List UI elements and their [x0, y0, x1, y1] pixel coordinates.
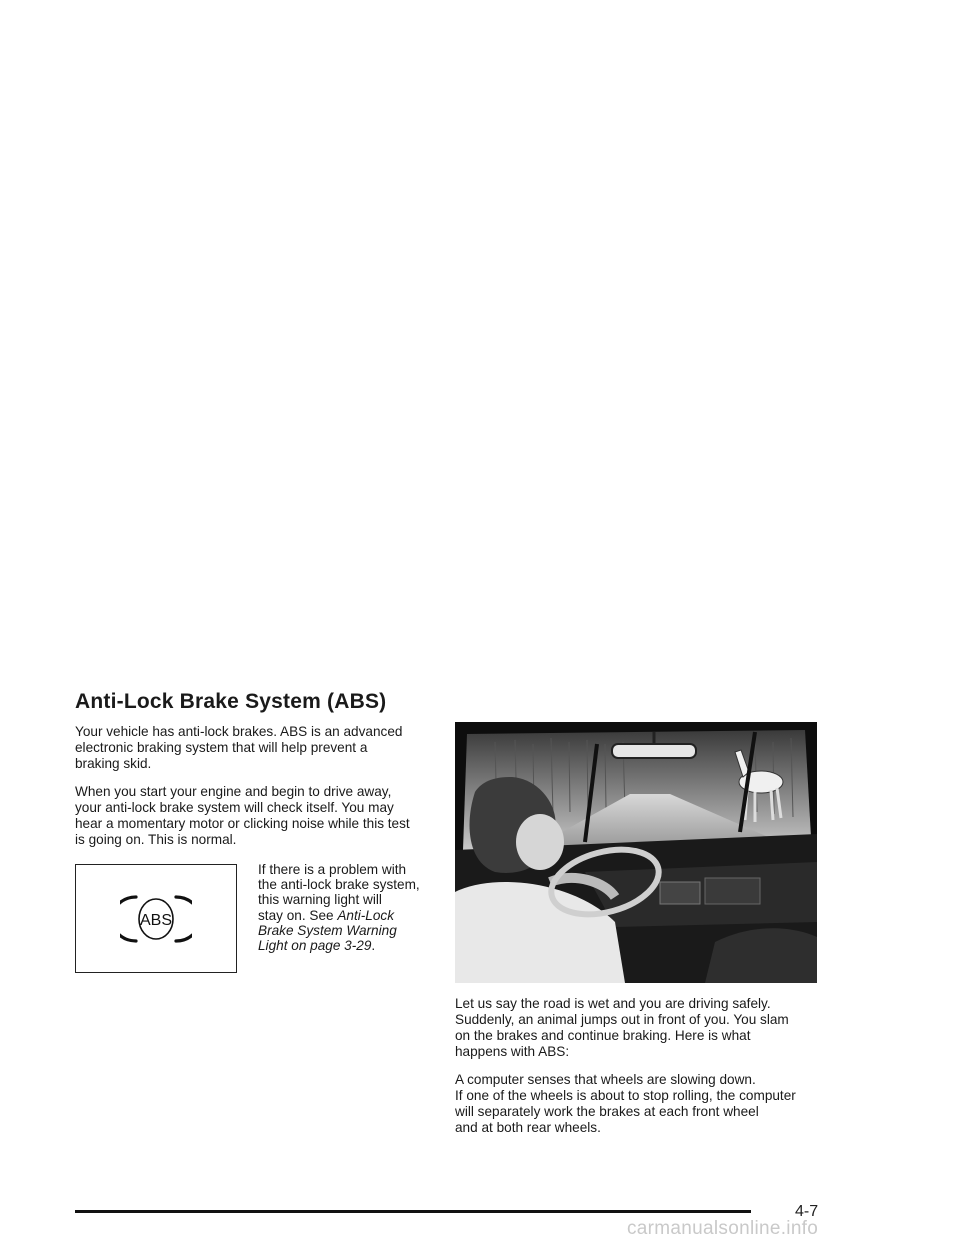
right-column	[455, 996, 835, 1148]
text-line: Suddenly, an animal jumps out in front of you. You slam	[455, 1012, 789, 1027]
text-line: Let us say the road is wet and you are driving safely.	[455, 996, 771, 1011]
abs-symbol-frame	[75, 864, 237, 973]
text-line: and at both rear wheels.	[455, 1120, 601, 1135]
text-line: electronic braking system that will help prevent a	[75, 740, 368, 755]
section-title: Anti-Lock Brake System (ABS)	[75, 690, 387, 713]
driver-deer-scene-image	[455, 722, 817, 983]
left-column	[75, 724, 440, 1014]
computer-paragraph	[455, 1072, 835, 1136]
text-line: will separately work the brakes at each front wheel	[455, 1104, 759, 1119]
footer-rule	[75, 1210, 751, 1213]
abs-warning-light-reference[interactable]: Anti-Lock	[337, 907, 395, 923]
abs-symbol-text: ABS	[139, 911, 173, 929]
text-line: the anti-lock brake system,	[258, 877, 420, 893]
self-check-paragraph	[75, 784, 440, 848]
text-line: braking skid.	[75, 756, 152, 771]
page-number: 4-7	[795, 1203, 819, 1220]
text-line: If one of the wheels is about to stop rolling, the computer	[455, 1088, 796, 1103]
intro-paragraph	[75, 724, 440, 772]
scenario-paragraph	[455, 996, 835, 1060]
text-line: When you start your engine and begin to drive away,	[75, 784, 392, 799]
driver-braking-illustration	[455, 722, 817, 983]
text-line: Your vehicle has anti-lock brakes. ABS is an advanced	[75, 724, 403, 739]
text-line	[258, 938, 448, 953]
abs-warning-light-reference[interactable]: Light on page 3-29	[258, 938, 372, 954]
abs-warning-block	[75, 864, 440, 1014]
text-line: hear a momentary motor or clicking noise while this test	[75, 816, 410, 831]
text-fragment: .	[371, 938, 376, 954]
text-line: your anti-lock brake system will check itself. You may	[75, 800, 394, 815]
text-line: happens with ABS:	[455, 1044, 570, 1059]
abs-warning-text	[258, 862, 448, 953]
text-line: on the brakes and continue braking. Here is what	[455, 1028, 751, 1043]
text-fragment: stay on. See	[258, 907, 338, 923]
watermark: carmanualsonline.info	[627, 1218, 819, 1239]
abs-warning-light-reference[interactable]: Brake System Warning	[258, 922, 397, 938]
text-line	[258, 908, 448, 923]
abs-warning-icon	[120, 893, 192, 945]
text-line: this warning light will	[258, 892, 382, 908]
text-line: is going on. This is normal.	[75, 832, 237, 847]
text-line: If there is a problem with	[258, 862, 407, 877]
text-line: A computer senses that wheels are slowing down.	[455, 1072, 756, 1087]
